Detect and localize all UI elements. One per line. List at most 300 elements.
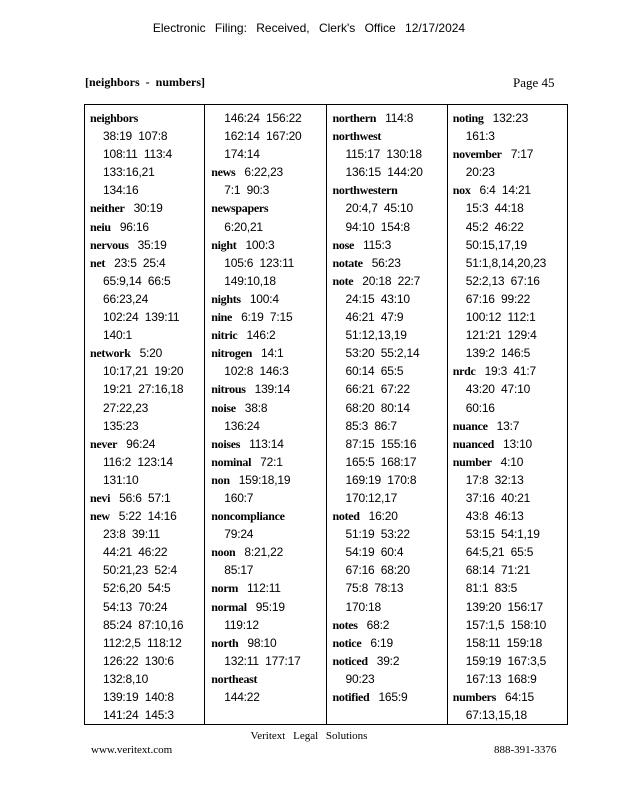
- index-word: normal: [211, 599, 247, 614]
- index-line: [453, 344, 567, 362]
- page-line-refs: 35:19: [137, 237, 167, 252]
- index-word: note: [332, 273, 354, 288]
- page-line-refs: 6:19 7:15: [241, 310, 293, 325]
- index-word: nevi: [90, 490, 111, 505]
- page-line-refs: 133:16,21: [103, 165, 155, 180]
- index-entry: [333, 181, 447, 235]
- page-line-refs: 60:16: [465, 400, 495, 415]
- page-line-refs: 167:13 168:9: [465, 671, 537, 686]
- page-line-refs: 23:5 25:4: [114, 255, 166, 270]
- page-line-refs: 114:8: [385, 111, 414, 125]
- index-line: [453, 236, 567, 254]
- index-word: notified: [332, 690, 370, 704]
- index-line: [453, 453, 567, 471]
- page-line-refs: 7:17: [510, 147, 534, 162]
- page-line-refs: 44:21 46:22: [103, 545, 168, 560]
- page-line-refs: 102:24 139:11: [103, 310, 180, 325]
- page-line-refs: 54:19 60:4: [345, 545, 404, 560]
- index-word: nights: [211, 291, 241, 306]
- page-line-refs: 139:20 156:17: [465, 599, 544, 614]
- index-line: [333, 163, 447, 181]
- index-line: [90, 507, 204, 525]
- index-entry: [333, 254, 447, 272]
- index-entry: [453, 688, 567, 724]
- page-line-refs: 67:13,15,18: [465, 708, 527, 723]
- page-line-refs: 112:11: [247, 581, 281, 596]
- index-line: [211, 652, 325, 670]
- index-line: [333, 670, 447, 688]
- page-line-refs: 146:24 156:22: [224, 111, 302, 125]
- page-line-refs: 139:14: [254, 382, 291, 397]
- page-line-refs: 102:8 146:3: [224, 364, 289, 379]
- page-line-refs: 13:10: [503, 436, 533, 451]
- page-line-refs: 6:22,23: [244, 165, 284, 180]
- index-word: nitrous: [211, 382, 246, 397]
- index-line: [453, 471, 567, 489]
- index-line: [333, 453, 447, 471]
- page-line-refs: 50:15,17,19: [465, 237, 527, 252]
- index-word: northeast: [211, 671, 258, 686]
- page-line-refs: 141:24 145:3: [103, 708, 174, 723]
- page-line-refs: 139:2 146:5: [465, 346, 531, 361]
- page-line-refs: 45:2 46:22: [465, 219, 524, 234]
- index-word: north: [211, 635, 239, 650]
- index-line: [333, 362, 447, 380]
- page-line-refs: 68:2: [366, 617, 390, 632]
- page-line-refs: 170:12,17: [345, 490, 398, 505]
- index-line: [211, 471, 325, 489]
- page-line-refs: 113:14: [249, 436, 284, 451]
- index-line: [453, 543, 567, 561]
- page-line-refs: 53:15 54:1,19: [465, 527, 540, 542]
- page-line-refs: 139:19 140:8: [103, 690, 174, 704]
- index-entry: [453, 362, 567, 416]
- index-line: [211, 344, 325, 362]
- page-line-refs: 131:10: [103, 472, 139, 487]
- page-line-refs: 157:1,5 158:10: [465, 617, 547, 632]
- index-line: [333, 290, 447, 308]
- page-line-refs: 19:3 41:7: [484, 364, 536, 379]
- page-line-refs: 85:24 87:10,16: [103, 617, 184, 632]
- index-word: nox: [452, 183, 471, 198]
- page-line-refs: 105:6 123:11: [224, 255, 295, 270]
- index-line: [211, 272, 325, 290]
- page-line-refs: 60:14 65:5: [345, 364, 404, 379]
- index-word: noted: [332, 509, 360, 524]
- index-word: nine: [211, 310, 233, 325]
- index-line: [333, 634, 447, 652]
- index-column-1: [85, 105, 205, 724]
- page-line-refs: 165:5 168:17: [345, 454, 417, 469]
- index-column-3: [327, 105, 448, 724]
- page-line-refs: 50:21,23 52:4: [103, 563, 177, 578]
- index-line: [211, 616, 325, 634]
- index-line: [453, 435, 567, 453]
- page-line-refs: 174:14: [224, 147, 260, 162]
- page-line-refs: 158:11 159:18: [465, 635, 543, 650]
- index-line: [333, 308, 447, 326]
- index-line: [90, 218, 204, 236]
- index-word: nervous: [90, 237, 129, 252]
- index-line: [453, 145, 567, 163]
- page-line-refs: 100:3: [245, 237, 275, 252]
- index-line: [453, 127, 567, 145]
- index-line: [90, 399, 204, 417]
- page-line-refs: 170:18: [345, 599, 382, 614]
- page-line-refs: 98:10: [247, 635, 277, 650]
- page-line-refs: 15:3 44:18: [465, 201, 524, 216]
- index-line: [211, 163, 325, 181]
- page-line-refs: 6:4 14:21: [479, 183, 531, 198]
- page-line-refs: 119:12: [224, 617, 259, 632]
- page-line-refs: 17:8 32:13: [465, 472, 524, 487]
- page-line-refs: 5:22 14:16: [118, 509, 177, 524]
- index-word: november: [452, 147, 502, 162]
- page-line-refs: 30:19: [133, 201, 163, 216]
- index-line: [333, 272, 447, 290]
- index-line: [90, 706, 204, 724]
- index-entry: [453, 453, 567, 688]
- index-word: number: [452, 454, 492, 469]
- index-entry: [453, 181, 567, 362]
- index-line: [90, 489, 204, 507]
- index-entry: [333, 634, 447, 652]
- footer-phone: 888-391-3376: [494, 744, 557, 756]
- index-line: [333, 489, 447, 507]
- index-entry: [211, 453, 325, 471]
- index-word: neither: [90, 201, 125, 216]
- index-entry: [211, 236, 325, 290]
- index-line: [90, 181, 204, 199]
- page-line-refs: 46:21 47:9: [345, 310, 404, 325]
- filing-stamp: Electronic Filing: Received, Clerk's Office 12/17/2024: [152, 21, 466, 35]
- index-line: [90, 163, 204, 181]
- index-word: never: [90, 436, 118, 451]
- page-line-refs: 52:6,20 54:5: [103, 581, 171, 596]
- page-line-refs: 56:6 57:1: [119, 490, 171, 505]
- page-line-refs: 81:1 83:5: [465, 581, 518, 596]
- page-line-refs: 7:1 90:3: [224, 183, 270, 198]
- page-line-refs: 64:15: [505, 690, 535, 704]
- index-entry: [333, 688, 447, 706]
- index-line: [333, 543, 447, 561]
- page-line-refs: 10:17,21 19:20: [103, 364, 184, 379]
- page-line-refs: 52:2,13 67:16: [465, 273, 540, 288]
- index-entry: [211, 471, 325, 507]
- index-word: net: [90, 255, 106, 270]
- word-index-table: [84, 104, 568, 725]
- index-word: notate: [332, 255, 363, 270]
- page-line-refs: 6:19: [370, 635, 393, 650]
- page-line-refs: 68:20 80:14: [345, 400, 410, 415]
- page-line-refs: 65:9,14 66:5: [103, 273, 171, 288]
- index-entry: [90, 218, 204, 236]
- page-line-refs: 53:20 55:2,14: [345, 346, 420, 361]
- index-line: [333, 652, 447, 670]
- page-line-refs: 23:8 39:11: [103, 527, 160, 542]
- index-entry: [90, 254, 204, 344]
- page-line-refs: 132:8,10: [103, 671, 149, 686]
- index-entry: [211, 163, 325, 199]
- index-line: [90, 579, 204, 597]
- index-word: nominal: [211, 454, 252, 469]
- index-line: [90, 272, 204, 290]
- index-column-2: [205, 105, 326, 724]
- index-entry: [333, 236, 447, 254]
- index-line: [90, 199, 204, 217]
- index-entry: [333, 127, 447, 181]
- index-entry: [211, 199, 325, 235]
- index-word: nitric: [211, 328, 238, 343]
- page-line-refs: 67:16 99:22: [465, 291, 531, 306]
- index-line: [90, 453, 204, 471]
- index-line: [90, 254, 204, 272]
- index-word: northern: [332, 111, 377, 125]
- page-line-refs: 85:17: [224, 563, 254, 578]
- index-word: notice: [332, 635, 362, 650]
- page-line-refs: 100:12 112:1: [465, 310, 536, 325]
- index-line: [90, 417, 204, 435]
- page-line-refs: 144:22: [224, 690, 260, 704]
- page-line-refs: 6:20,21: [224, 219, 263, 234]
- index-entry: [211, 598, 325, 634]
- index-line: [333, 598, 447, 616]
- index-line: [333, 236, 447, 254]
- index-line: [453, 362, 567, 380]
- index-entry: [211, 290, 325, 308]
- index-word: norm: [211, 581, 239, 596]
- index-line: [211, 435, 325, 453]
- index-entry: [211, 543, 325, 579]
- page-line-refs: 39:2: [376, 653, 400, 668]
- index-line: [453, 706, 567, 724]
- page-line-refs: 160:7: [224, 490, 254, 505]
- index-word: new: [90, 509, 110, 524]
- index-line: [90, 344, 204, 362]
- index-line: [453, 634, 567, 652]
- page-line-refs: 94:10 154:8: [345, 219, 410, 234]
- index-entry: [333, 109, 447, 127]
- index-word: nitrogen: [211, 346, 252, 361]
- page-line-refs: 66:21 67:22: [345, 382, 410, 397]
- index-line: [211, 290, 325, 308]
- page-line-refs: 121:21 129:4: [465, 328, 537, 343]
- index-line: [90, 670, 204, 688]
- index-word: nose: [332, 237, 354, 252]
- index-line: [90, 616, 204, 634]
- index-entry: [211, 380, 325, 398]
- index-entry: [211, 435, 325, 453]
- index-word: neiu: [90, 219, 111, 234]
- page-line-refs: 64:5,21 65:5: [465, 545, 534, 560]
- page-line-refs: 51:12,13,19: [345, 328, 407, 343]
- index-line: [211, 380, 325, 398]
- page-line-refs: 75:8 78:13: [345, 581, 404, 596]
- page-line-refs: 24:15 43:10: [345, 291, 410, 306]
- index-line: [453, 380, 567, 398]
- index-line: [211, 543, 325, 561]
- page-line-refs: 146:2: [246, 328, 276, 343]
- index-line: [333, 344, 447, 362]
- index-line: [211, 507, 325, 525]
- footer-website: www.veritext.com: [91, 744, 173, 756]
- index-line: [90, 109, 204, 127]
- page-line-refs: 20:4,7 45:10: [345, 201, 413, 216]
- index-line: [453, 272, 567, 290]
- page-line-refs: 38:8: [244, 400, 268, 415]
- index-word: noncompliance: [211, 509, 285, 524]
- index-line: [333, 435, 447, 453]
- index-entry: [453, 145, 567, 181]
- index-entry: [211, 326, 325, 344]
- index-line: [211, 127, 325, 145]
- index-line: [90, 236, 204, 254]
- index-entry: [211, 507, 325, 543]
- page-line-refs: 66:23,24: [103, 291, 149, 306]
- page-line-refs: 132:11 177:17: [224, 653, 301, 668]
- index-entry: [90, 489, 204, 507]
- index-range: [neighbors - numbers]: [85, 75, 206, 89]
- index-entry: [211, 634, 325, 670]
- index-line: [90, 525, 204, 543]
- index-word: night: [211, 237, 237, 252]
- index-line: [453, 290, 567, 308]
- index-line: [333, 616, 447, 634]
- page-line-refs: 100:4: [249, 291, 279, 306]
- index-entry: [211, 308, 325, 326]
- index-line: [453, 579, 567, 597]
- index-line: [211, 634, 325, 652]
- index-line: [90, 634, 204, 652]
- index-word: nuance: [452, 418, 488, 433]
- index-line: [453, 670, 567, 688]
- index-line: [333, 380, 447, 398]
- index-entry: [90, 109, 204, 199]
- index-word: nrdc: [452, 364, 476, 379]
- page-line-refs: 159:19 167:3,5: [465, 653, 547, 668]
- page-line-refs: 5:20: [139, 346, 163, 361]
- index-line: [211, 326, 325, 344]
- page-line-refs: 132:23: [492, 111, 529, 125]
- index-word: noting: [452, 111, 484, 125]
- index-line: [90, 688, 204, 706]
- page-line-refs: 56:23: [371, 255, 401, 270]
- index-entry: [211, 579, 325, 597]
- index-word: network: [90, 346, 131, 361]
- index-line: [333, 525, 447, 543]
- index-line: [333, 127, 447, 145]
- index-line: [333, 181, 447, 199]
- index-line: [211, 489, 325, 507]
- index-line: [90, 652, 204, 670]
- page-line-refs: 68:14 71:21: [465, 563, 531, 578]
- page-line-refs: 13:7: [496, 418, 520, 433]
- page-line-refs: 43:20 47:10: [465, 382, 531, 397]
- page-line-refs: 162:14 167:20: [224, 129, 302, 144]
- index-line: [333, 326, 447, 344]
- index-line: [211, 670, 325, 688]
- index-line: [333, 218, 447, 236]
- index-line: [90, 435, 204, 453]
- index-line: [90, 543, 204, 561]
- page-line-refs: 85:3 86:7: [345, 418, 397, 433]
- index-line: [90, 326, 204, 344]
- index-word: neighbors: [90, 111, 138, 125]
- index-word: noise: [211, 400, 236, 415]
- index-entry: [211, 109, 325, 163]
- page-line-refs: 126:22 130:6: [103, 653, 174, 668]
- index-entry: [333, 507, 447, 616]
- index-line: [90, 561, 204, 579]
- index-entry: [333, 616, 447, 634]
- index-line: [453, 652, 567, 670]
- page-line-refs: 16:20: [368, 509, 398, 524]
- page-line-refs: 20:23: [465, 165, 495, 180]
- index-line: [453, 326, 567, 344]
- index-line: [453, 199, 567, 217]
- index-line: [453, 507, 567, 525]
- page-line-refs: 8:21,22: [244, 545, 284, 560]
- page-line-refs: 90:23: [345, 671, 375, 686]
- page-line-refs: 161:3: [465, 129, 495, 144]
- index-line: [333, 145, 447, 163]
- page-line-refs: 87:15 155:16: [345, 436, 417, 451]
- index-line: [453, 218, 567, 236]
- index-word: notes: [332, 617, 358, 632]
- index-entry: [453, 109, 567, 145]
- index-line: [453, 109, 567, 127]
- index-line: [333, 471, 447, 489]
- index-entry: [333, 272, 447, 507]
- index-line: [211, 109, 325, 127]
- index-line: [333, 199, 447, 217]
- index-line: [90, 308, 204, 326]
- index-line: [333, 688, 447, 706]
- page-line-refs: 135:23: [103, 418, 139, 433]
- index-line: [453, 308, 567, 326]
- index-word: noon: [211, 545, 236, 560]
- index-line: [211, 399, 325, 417]
- index-word: numbers: [452, 690, 496, 704]
- index-word: northwestern: [332, 183, 398, 198]
- page-line-refs: 14:1: [260, 346, 284, 361]
- page-line-refs: 4:10: [500, 454, 524, 469]
- index-line: [211, 453, 325, 471]
- page-line-refs: 115:17 130:18: [345, 147, 422, 162]
- page-line-refs: 159:18,19: [238, 472, 291, 487]
- index-line: [211, 417, 325, 435]
- index-line: [211, 579, 325, 597]
- index-line: [333, 254, 447, 272]
- index-entry: [333, 652, 447, 688]
- footer-company: Veritext Legal Solutions: [250, 730, 368, 742]
- page-line-refs: 37:16 40:21: [465, 490, 531, 505]
- index-line: [211, 218, 325, 236]
- index-line: [90, 598, 204, 616]
- index-line: [453, 163, 567, 181]
- index-line: [333, 507, 447, 525]
- index-word: noises: [211, 436, 241, 451]
- page-line-refs: 115:3: [362, 237, 392, 252]
- index-word: nuanced: [452, 436, 494, 451]
- index-line: [211, 598, 325, 616]
- index-line: [333, 417, 447, 435]
- index-line: [90, 145, 204, 163]
- page-line-refs: 169:19 170:8: [345, 472, 417, 487]
- index-line: [90, 290, 204, 308]
- page-line-refs: 136:15 144:20: [345, 165, 423, 180]
- index-line: [90, 127, 204, 145]
